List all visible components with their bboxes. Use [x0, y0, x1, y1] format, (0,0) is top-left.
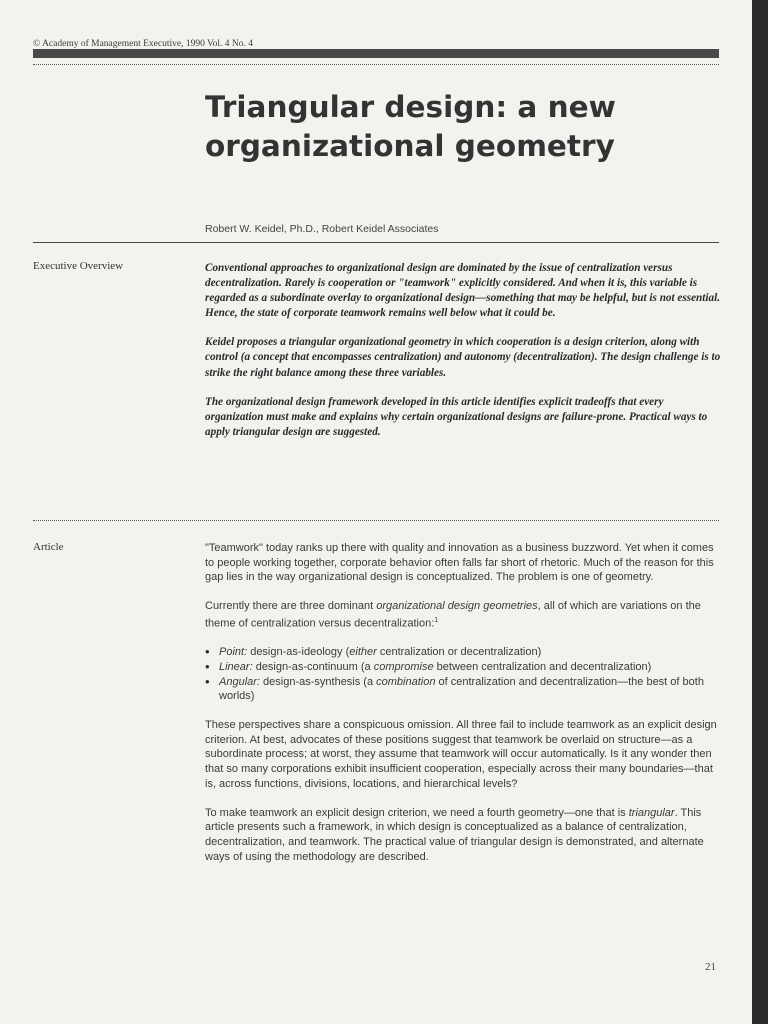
list-item: • Angular: design-as-synthesis (a combination of centralization and decentralization—the best of both worlds): [205, 675, 723, 704]
article-title: [205, 88, 705, 166]
article-body: [205, 541, 723, 878]
footnote-ref: 1: [434, 616, 439, 624]
header-dotted-divider: [33, 64, 719, 65]
article-paragraph: These perspectives share a conspicuous omission. All three fail to include teamwork as an explicit design criterion. At best, advocates of these positions suggest that teamwork be overlaid on structure—as a subordinate process; at worst, they assume that teamwork will occur automatically. Is it any wonder then that so many corporations exhibit insufficient cooperation, especially across their many boundaries—that is, across functions, divisions, locations, and hierarchical levels?: [205, 718, 717, 790]
page-number: 21: [705, 961, 716, 973]
geometry-list: [205, 645, 723, 704]
overview-paragraph: The organizational design framework developed in this article identifies explicit tradeoffs that every organization must make and explains why certain organizational designs are failure-prone. Practical ways to apply triangular design are suggested.: [205, 395, 708, 438]
executive-overview: [205, 261, 723, 454]
journal-citation: © Academy of Management Executive, 1990 Vol. 4 No. 4: [33, 39, 254, 49]
overview-label: Executive Overview: [33, 260, 124, 272]
section-dotted-divider: [33, 520, 719, 521]
bullet-term: Linear:: [219, 660, 253, 673]
emphasis: organizational design geometries: [376, 600, 538, 613]
article-label: Article: [33, 541, 64, 553]
overview-paragraph: Conventional approaches to organizational design are dominated by the issue of centralization versus decentralization. Rarely is cooperation or "teamwork" explicitly considered. And when it is, this variable is regarded as a subordinate overlay to organizational design—something that may be helpful, but is not essential. Hence, the state of corporate teamwork remains well below what it could be.: [205, 262, 720, 320]
author-line: Robert W. Keidel, Ph.D., Robert Keidel Associates: [205, 223, 439, 235]
list-item: • Linear: design-as-continuum (a compromise between centralization and decentralization): [205, 660, 723, 675]
bullet-term: Angular:: [219, 675, 260, 688]
emphasis: triangular: [628, 806, 675, 819]
author-divider: [33, 242, 719, 243]
list-item: • Point: design-as-ideology (either centralization or decentralization): [205, 645, 723, 660]
overview-paragraph: Keidel proposes a triangular organizational geometry in which cooperation is a design criterion, along with control (a concept that encompasses centralization) and autonomy (decentralization). The design challenge is to strike the right balance among these three variables.: [205, 336, 721, 379]
article-paragraph: Currently there are three dominant organizational design geometries, all of which are variations on the theme of centralization versus decentralization:$^1$: [205, 600, 701, 630]
title-line-2: organizational geometry: [205, 129, 615, 163]
title-line-1: Triangular design: a new: [205, 90, 616, 124]
article-paragraph: "Teamwork" today ranks up there with quality and innovation as a business buzzword. Yet when it comes to people working together, corporate behavior often falls far short of rhetoric. Much of the reason for this gap lies in the way organizational design is conceptualized. The problem is one of geometry.: [205, 542, 714, 584]
article-paragraph: To make teamwork an explicit design criterion, we need a fourth geometry—one that is triangular. This article presents such a framework, in which design is conceptualized as a balance of centralization, decentralization, and teamwork. The practical value of triangular design is demonstrated, and alternate ways of using the methodology are described.: [205, 806, 704, 863]
bullet-term: Point:: [219, 646, 248, 659]
header-bar: [33, 49, 719, 58]
